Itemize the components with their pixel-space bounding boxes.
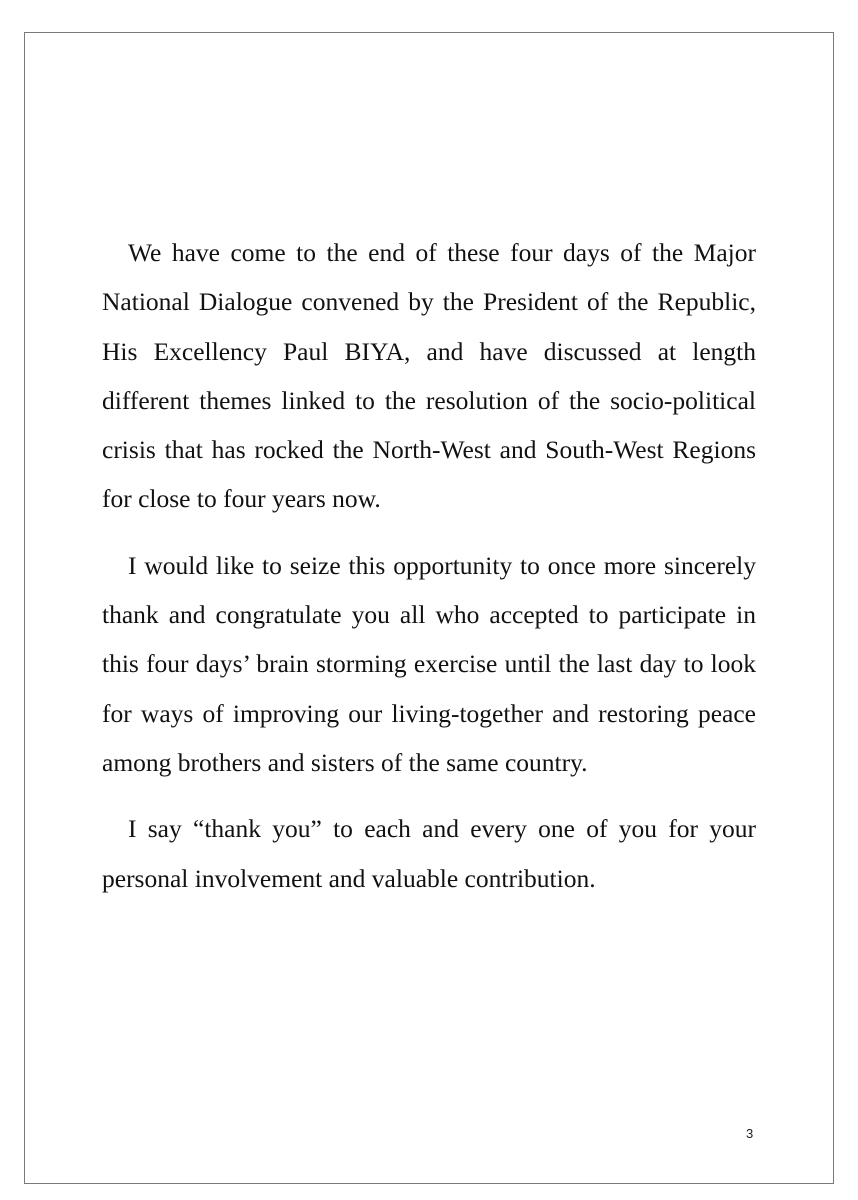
page-number: 3 [746, 1126, 754, 1141]
document-body [102, 228, 756, 920]
paragraph-3: I say “thank you” to each and every one of you for your personal involvement and valuable contribution. [102, 814, 756, 893]
paragraph-2: I would like to seize this opportunity to once more sincerely thank and congratulate you all who accepted to participate in this four days’ brain storming exercise until the last day to look for ways of improving our living-together and restoring peace among brothers and sisters of the same country. [102, 550, 756, 777]
paragraph-1: We have come to the end of these four days of the Major National Dialogue convened by the President of the Republic, His Excellency Paul BIYA, and have discussed at length different themes linked to the resolution of the socio-political crisis that has rocked the North-West and South-West Regions for close to four years now. [102, 238, 756, 514]
